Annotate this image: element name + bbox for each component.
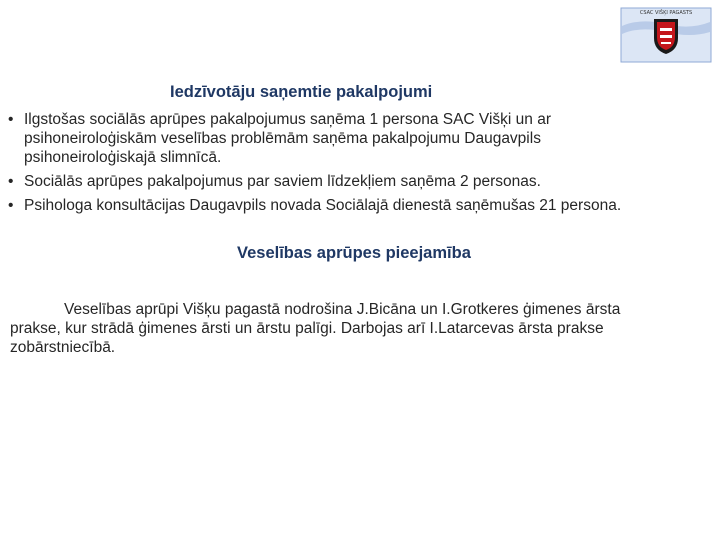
section-title-healthcare: Veselības aprūpes pieejamība (237, 244, 471, 262)
bullet-icon: • (8, 173, 14, 190)
paragraph-line: Veselības aprūpi Višķu pagastā nodrošina J.Bicāna un I.Grotkeres ģimenes ārsta (64, 301, 621, 318)
bullet-icon: • (8, 111, 14, 128)
healthcare-paragraph (10, 300, 716, 357)
bullet-text-line: psihoneiroloģiskajā slimnīcā. (24, 149, 222, 166)
bullet-text-line: psihoneiroloģiskām veselības problēmām saņēma pakalpojumu Daugavpils (24, 130, 541, 147)
bullet-icon: • (8, 197, 14, 214)
paragraph-line: prakse, kur strādā ģimenes ārsti un ārstu palīgi. Darbojas arī I.Latarcevas ārsta prakse (10, 320, 604, 337)
bullet-text-line: Sociālās aprūpes pakalpojumus par saviem līdzekļiem saņēma 2 personas. (24, 173, 541, 190)
list-item (0, 196, 720, 215)
section-title-services: Iedzīvotāju saņemtie pakalpojumi (170, 83, 433, 101)
list-item (0, 110, 720, 167)
logo-caption: CSAC VIŠĶI PAGASTS (639, 10, 693, 16)
list-item (0, 172, 720, 191)
services-bullet-list (0, 110, 720, 220)
paragraph-line: zobārstniecībā. (10, 339, 116, 356)
bullet-text-line: Psihologa konsultācijas Daugavpils novada Sociālajā dienestā saņēmušas 21 persona. (24, 197, 622, 214)
bullet-text-line: Ilgstošas sociālās aprūpes pakalpojumus saņēma 1 persona SAC Višķi un ar (24, 111, 551, 128)
municipality-logo (620, 2, 712, 64)
